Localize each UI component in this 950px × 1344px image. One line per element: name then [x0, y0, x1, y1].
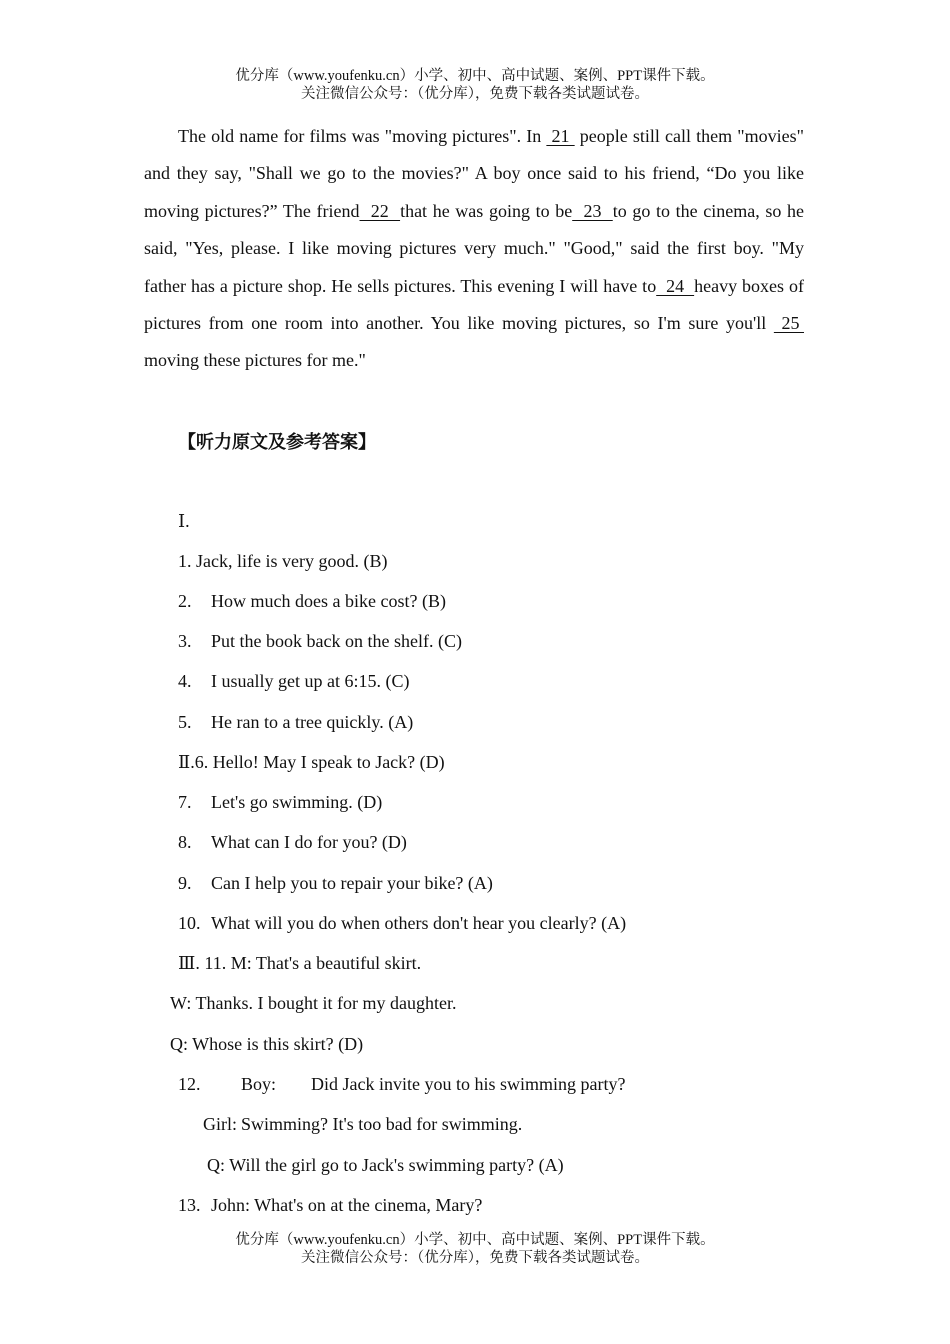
- answer-item-6: Ⅱ.6. Hello! May I speak to Jack? (D): [178, 752, 445, 772]
- section-1-label: Ⅰ.: [178, 511, 190, 531]
- header-line-1: 优分库（www.youfenku.cn）小学、初中、高中试题、案例、PPT课件下载。: [235, 68, 715, 84]
- footer-line-1: 优分库（www.youfenku.cn）小学、初中、高中试题、案例、PPT课件下载。: [235, 1232, 715, 1248]
- item-text: He ran to a tree quickly. (A): [211, 712, 414, 732]
- dialogue-line: [203, 1112, 522, 1136]
- blank-24: 24: [656, 275, 695, 296]
- passage-text: that he was going to be: [400, 200, 573, 221]
- answer-item: [178, 911, 626, 935]
- item-text: What can I do for you? (D): [211, 832, 407, 852]
- item-number: 2.: [178, 591, 192, 611]
- item-text: Let's go swimming. (D): [211, 792, 383, 812]
- item-text: Can I help you to repair your bike? (A): [211, 873, 493, 893]
- answer-item: [178, 790, 382, 814]
- item-number: 5.: [178, 712, 192, 732]
- item-number: 8.: [178, 832, 192, 852]
- item-text: I usually get up at 6:15. (C): [211, 671, 410, 691]
- answers-heading: 【听力原文及参考答案】: [178, 432, 376, 452]
- answer-item: [178, 669, 409, 693]
- item-number: 3.: [178, 631, 192, 651]
- item-text: How much does a bike cost? (B): [211, 591, 446, 611]
- answer-item-11: Ⅲ. 11. M: That's a beautiful skirt.: [178, 953, 422, 973]
- dialogue-line: W: Thanks. I bought it for my daughter.: [170, 993, 457, 1013]
- passage-text: moving these pictures for me.": [144, 350, 366, 371]
- item-text: Swimming? It's too bad for swimming.: [241, 1114, 523, 1134]
- item-number: 7.: [178, 792, 192, 812]
- speaker-label: Girl:: [203, 1114, 237, 1134]
- reading-passage: [144, 118, 804, 380]
- answer-item: [178, 871, 493, 895]
- dialogue-question: Q: Whose is this skirt? (D): [170, 1034, 364, 1054]
- passage-text: heavy boxes of pictures from one room into another. You like moving pictures, so I'm sure you'll: [144, 275, 805, 334]
- header-line-2: 关注微信公众号：（优分库），免费下载各类试题试卷。: [301, 86, 649, 102]
- answer-item: [178, 830, 407, 854]
- speaker-label: Boy:: [241, 1074, 277, 1094]
- blank-25: 25: [773, 313, 804, 334]
- answer-item-12: [178, 1072, 625, 1096]
- passage-text: to go to the cinema, so he said, "Yes, please. I like moving pictures very much." "Good," said the first boy. "My father has a picture shop. He sells pictures. This evening I will have to: [144, 200, 805, 296]
- page-header: [0, 67, 950, 103]
- footer-line-2: 关注微信公众号：（优分库），免费下载各类试题试卷。: [301, 1250, 649, 1266]
- item-number: 4.: [178, 671, 192, 691]
- item-text: What will you do when others don't hear you clearly? (A): [211, 913, 627, 933]
- blank-22: 22: [359, 200, 401, 221]
- item-text: Did Jack invite you to his swimming party?: [311, 1074, 626, 1094]
- page-footer: [0, 1231, 950, 1267]
- item-number: 12.: [178, 1074, 201, 1094]
- item-number: 13.: [178, 1195, 201, 1215]
- passage-text: The old name for films was "moving pictures". In: [178, 126, 547, 146]
- item-text: Put the book back on the shelf. (C): [211, 631, 462, 651]
- item-number: 10.: [178, 913, 201, 933]
- answer-item-13: [178, 1193, 482, 1217]
- blank-21: 21: [546, 126, 575, 146]
- dialogue-question: Q: Will the girl go to Jack's swimming party? (A): [207, 1155, 564, 1175]
- passage-text: people still call them "movies" and they say, "Shall we go to the movies?" A boy once said to his friend, “Do you like moving pictures?” The friend: [144, 126, 805, 221]
- answer-item: [178, 629, 462, 653]
- blank-23: 23: [572, 200, 613, 221]
- item-number: 9.: [178, 873, 192, 893]
- answer-item-1: 1. Jack, life is very good. (B): [178, 551, 388, 571]
- answer-item: [178, 710, 413, 734]
- item-text: John: What's on at the cinema, Mary?: [211, 1195, 483, 1215]
- answer-item: [178, 589, 446, 613]
